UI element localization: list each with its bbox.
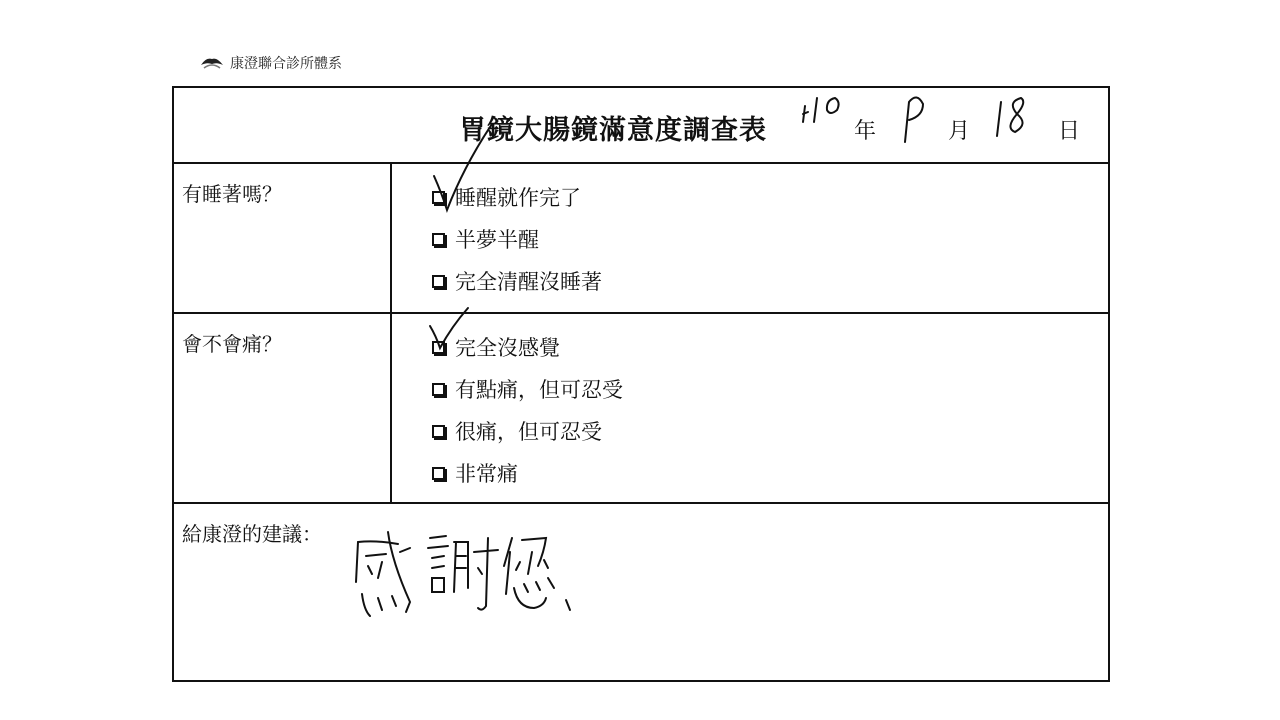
question-cell <box>174 162 392 312</box>
checkbox[interactable] <box>432 233 445 246</box>
clinic-header <box>200 52 342 74</box>
checkbox[interactable] <box>432 467 445 480</box>
question-label: 有睡著嗎？ <box>182 182 282 206</box>
option-item[interactable] <box>432 458 518 488</box>
survey-form <box>172 86 1110 682</box>
clinic-name: 康澄聯合診所體系 <box>230 56 342 72</box>
option-item[interactable] <box>432 374 623 404</box>
question-row-pain <box>174 312 1108 504</box>
option-label: 完全沒感覺 <box>455 336 560 360</box>
option-label: 睡醒就作完了 <box>455 186 581 210</box>
option-item[interactable] <box>432 182 581 212</box>
option-item[interactable] <box>432 224 539 254</box>
checkbox[interactable] <box>432 383 445 396</box>
checkbox[interactable] <box>432 341 445 354</box>
option-label: 有點痛，但可忍受 <box>455 378 623 402</box>
option-label: 非常痛 <box>455 462 518 486</box>
option-label: 半夢半醒 <box>455 228 539 252</box>
option-item[interactable] <box>432 416 602 446</box>
suggestion-row <box>174 502 1108 684</box>
option-item[interactable] <box>432 332 560 362</box>
option-label: 完全清醒沒睡著 <box>455 270 602 294</box>
checkbox[interactable] <box>432 191 445 204</box>
question-cell <box>174 312 392 502</box>
question-label: 會不會痛？ <box>182 332 282 356</box>
question-row-sleep <box>174 162 1108 314</box>
suggestion-label: 給康澄的建議： <box>182 522 322 546</box>
option-item[interactable] <box>432 266 602 296</box>
month-label: 月 <box>948 119 971 144</box>
title-row <box>174 88 1108 164</box>
checkbox[interactable] <box>432 275 445 288</box>
option-label: 很痛，但可忍受 <box>455 420 602 444</box>
year-label: 年 <box>854 119 877 144</box>
clinic-logo <box>200 56 224 70</box>
form-title: 胃鏡大腸鏡滿意度調查表 <box>459 115 767 146</box>
checkbox[interactable] <box>432 425 445 438</box>
day-label: 日 <box>1058 119 1081 144</box>
